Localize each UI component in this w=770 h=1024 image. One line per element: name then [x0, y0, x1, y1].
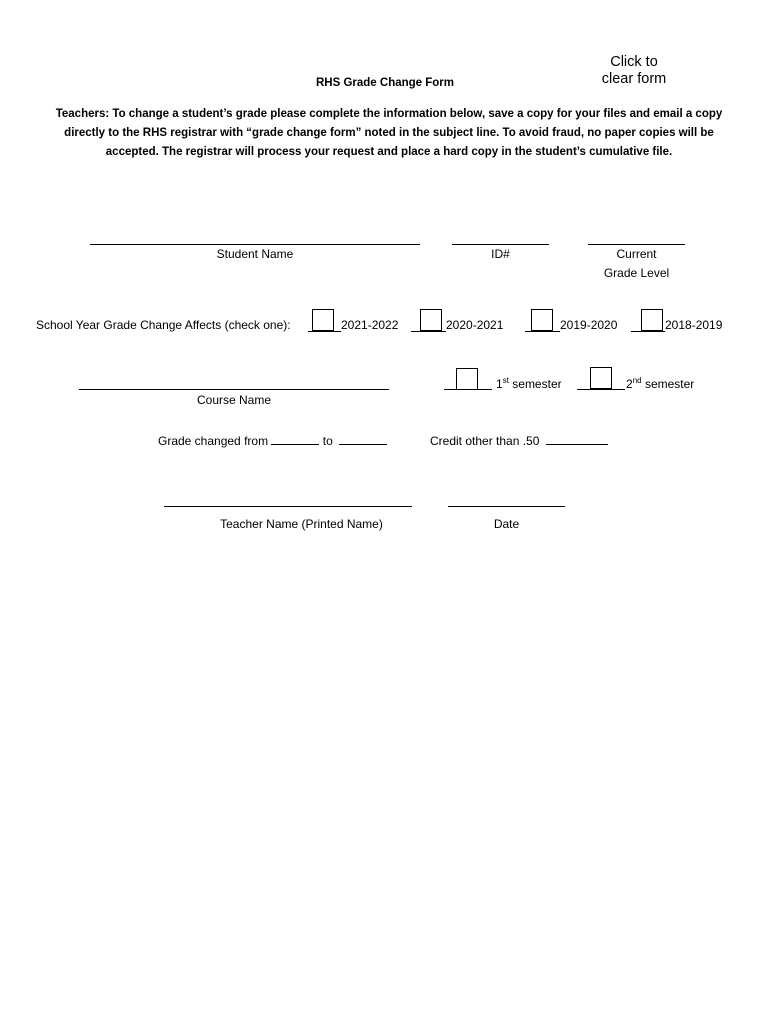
semester-2-underline	[577, 389, 625, 390]
school-year-prompt: School Year Grade Change Affects (check one):	[36, 318, 291, 332]
instructions-line-3: accepted. The registrar will process your request and place a hard copy in the student’s cumulative file.	[105, 146, 673, 158]
grade-from-label: Grade changed from	[158, 434, 269, 448]
year-2020-2021-checkbox[interactable]	[420, 309, 442, 331]
form-instructions	[34, 105, 744, 162]
form-title: RHS Grade Change Form	[315, 77, 455, 89]
date-field[interactable]	[448, 506, 565, 507]
clear-form-label-line1: Click to	[610, 54, 658, 70]
grade-change-row	[158, 434, 387, 448]
credit-label: Credit other than .50	[430, 434, 540, 448]
student-id-field[interactable]	[452, 244, 549, 245]
grade-to-label: to	[322, 434, 333, 448]
semester-1-checkbox[interactable]	[456, 368, 478, 390]
course-name-label: Course Name	[196, 393, 272, 407]
year-underline-4	[631, 331, 665, 332]
instructions-line-1: Teachers: To change a student’s grade please complete the information below, save a copy for your files and email a copy	[55, 108, 723, 120]
date-label: Date	[493, 517, 520, 531]
credit-field[interactable]	[546, 434, 608, 445]
year-2018-2019-label: 2018-2019	[665, 318, 723, 332]
teacher-name-field[interactable]	[164, 506, 412, 507]
grade-from-field[interactable]	[271, 434, 319, 445]
clear-form-label-line2: clear form	[601, 71, 667, 87]
grade-level-label-2: Grade Level	[603, 266, 670, 280]
student-name-field[interactable]	[90, 244, 420, 245]
course-name-field[interactable]	[79, 389, 389, 390]
year-2020-2021-label: 2020-2021	[446, 318, 504, 332]
semester-2-checkbox[interactable]	[590, 367, 612, 389]
year-2021-2022-label: 2021-2022	[341, 318, 399, 332]
credit-row	[430, 434, 608, 448]
semester-2-suffix: nd	[632, 376, 642, 385]
semester-1-label	[496, 376, 562, 391]
semester-1-text: semester	[512, 377, 562, 391]
semester-2-number: 2	[626, 377, 633, 391]
grade-level-field[interactable]	[588, 244, 685, 245]
grade-to-field[interactable]	[339, 434, 387, 445]
year-2019-2020-checkbox[interactable]	[531, 309, 553, 331]
year-underline-2	[411, 331, 446, 332]
instructions-line-2: directly to the RHS registrar with “grade change form” noted in the subject line. To avoid fraud, no paper copies will be	[64, 127, 714, 139]
grade-level-label-1: Current	[616, 247, 657, 261]
semester-2-label	[626, 376, 694, 391]
semester-2-text: semester	[644, 377, 695, 391]
year-2021-2022-checkbox[interactable]	[312, 309, 334, 331]
year-2018-2019-checkbox[interactable]	[641, 309, 663, 331]
student-id-label: ID#	[491, 247, 510, 261]
year-underline-3	[525, 331, 560, 332]
semester-1-suffix: st	[502, 376, 509, 385]
year-2019-2020-label: 2019-2020	[560, 318, 618, 332]
student-name-label: Student Name	[216, 247, 294, 261]
semester-1-number: 1	[496, 377, 503, 391]
year-underline-1	[308, 331, 341, 332]
teacher-name-label: Teacher Name (Printed Name)	[220, 517, 383, 531]
